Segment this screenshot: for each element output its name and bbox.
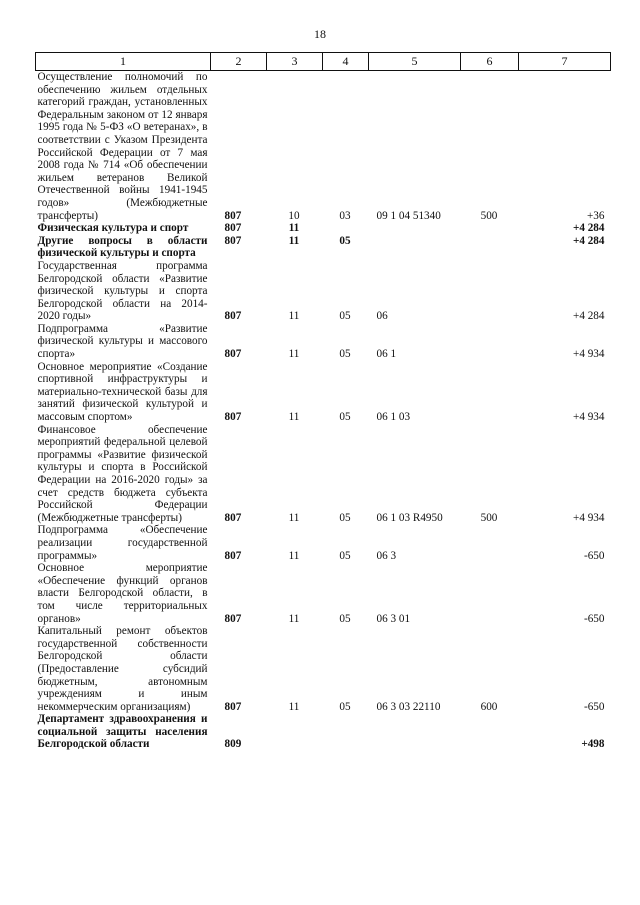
table-row [36, 361, 611, 424]
row-pr: 03 [339, 209, 351, 222]
row-vr [461, 713, 519, 751]
row-sum: +4 284 [573, 310, 605, 323]
row-ved: 809 [224, 738, 242, 751]
row-csr [369, 713, 461, 751]
table-row [36, 260, 611, 323]
row-rz: 11 [288, 234, 300, 247]
row-sum: -650 [583, 700, 605, 713]
row-vr [461, 235, 519, 260]
row-ved: 807 [224, 700, 242, 713]
row-sum: +4 934 [573, 411, 605, 424]
row-pr: 05 [339, 234, 351, 247]
table-row [36, 713, 611, 751]
row-csr: 09 1 04 51340 [376, 209, 441, 222]
row-rz: 10 [288, 209, 300, 222]
row-pr: 05 [339, 511, 351, 524]
row-vr: 500 [480, 209, 498, 222]
row-name: Подпрограмма «Развитие физической культуры и массового спорта» [37, 322, 208, 361]
row-name: Физическая культура и спорт [37, 222, 189, 235]
row-csr: 06 1 [376, 348, 397, 361]
table-row [36, 235, 611, 260]
row-name: Департамент здравоохранения и социальной защиты населения Белгородской области [37, 713, 208, 751]
row-ved: 807 [224, 612, 242, 625]
table-row [36, 524, 611, 562]
row-rz [267, 713, 323, 751]
row-sum: +4 284 [572, 234, 605, 247]
row-name: Основное мероприятие «Обеспечение функций органов власти Белгородской области, в том числе территориальных органов» [37, 562, 208, 625]
row-pr [323, 222, 369, 235]
row-vr [461, 361, 519, 424]
row-ved: 807 [224, 348, 242, 361]
column-header: 4 [323, 53, 369, 71]
table-row [36, 625, 611, 713]
row-ved: 807 [224, 411, 242, 424]
column-header: 1 [36, 53, 211, 71]
row-sum: -650 [583, 549, 605, 562]
budget-table [35, 52, 611, 751]
row-pr [323, 713, 369, 751]
row-vr [461, 222, 519, 235]
page-number: 18 [314, 27, 326, 41]
column-header: 7 [519, 53, 611, 71]
table-row [36, 323, 611, 361]
column-header: 5 [369, 53, 461, 71]
row-sum: +4 284 [572, 222, 605, 235]
column-header: 6 [461, 53, 519, 71]
row-ved: 807 [224, 310, 242, 323]
row-csr: 06 [376, 310, 388, 323]
row-rz: 11 [288, 222, 300, 235]
row-pr: 05 [339, 348, 351, 361]
row-name: Основное мероприятие «Создание спортивной инфраструктуры и материально-технической базы для занятий физической культурой и массовым спортом» [37, 360, 208, 424]
row-rz: 11 [288, 348, 300, 361]
row-rz: 11 [288, 700, 300, 713]
row-rz: 11 [288, 511, 300, 524]
row-pr: 05 [339, 612, 351, 625]
row-csr [369, 235, 461, 260]
row-sum: +498 [581, 738, 605, 751]
row-pr: 05 [339, 700, 351, 713]
row-ved: 807 [224, 222, 242, 235]
row-sum: +4 934 [573, 348, 605, 361]
row-pr: 05 [339, 411, 351, 424]
row-name: Другие вопросы в области физической культуры и спорта [37, 234, 208, 260]
row-name: Капитальный ремонт объектов государственной собственности Белгородской области (Предоставление субсидий бюджетным, автономным учреждениям и иным некоммерческим организациям) [37, 625, 208, 713]
row-csr: 06 3 [376, 549, 397, 562]
column-header: 2 [211, 53, 267, 71]
row-rz: 11 [288, 411, 300, 424]
row-rz: 11 [288, 549, 300, 562]
row-csr [369, 222, 461, 235]
row-vr [461, 562, 519, 625]
row-pr: 05 [339, 310, 351, 323]
table-header-row [36, 53, 611, 71]
row-ved: 807 [224, 209, 242, 222]
row-vr: 500 [480, 511, 498, 524]
row-csr: 06 1 03 [376, 411, 411, 424]
row-pr: 05 [339, 549, 351, 562]
row-csr: 06 3 01 [376, 612, 411, 625]
row-vr: 600 [480, 700, 498, 713]
row-name: Подпрограмма «Обеспечение реализации государственной программы» [37, 524, 208, 562]
row-name: Осуществление полномочий по обеспечению жильем отдельных категорий граждан, установленных Федеральным законом от 12 января 1995 года № 5-ФЗ «О ветеранах», в соответствии с Указом Президента Российской Федерации от 7 мая 2008 года № 714 «Об обеспечении жильем ветеранов Великой Отечественной войны 1941-1945 годов» (Межбюджетные трансферты) [37, 71, 208, 222]
table-row [36, 562, 611, 625]
row-vr [461, 323, 519, 361]
row-name: Государственная программа Белгородской области «Развитие физической культуры и спорта Белгородской области на 2014-2020 годы» [37, 259, 208, 323]
table-row [36, 424, 611, 525]
row-csr: 06 3 03 22110 [376, 700, 441, 713]
table-row [36, 222, 611, 235]
row-vr [461, 260, 519, 323]
row-sum: +36 [587, 209, 605, 222]
row-rz: 11 [288, 310, 300, 323]
row-csr: 06 1 03 R4950 [376, 511, 443, 524]
row-sum: +4 934 [573, 511, 605, 524]
table-row [36, 71, 611, 223]
row-ved: 807 [224, 234, 242, 247]
row-rz: 11 [288, 612, 300, 625]
row-ved: 807 [224, 511, 242, 524]
column-header: 3 [267, 53, 323, 71]
row-name: Финансовое обеспечение мероприятий федеральной целевой программы «Развитие физической культуры и спорта в Российской Федерации на 2016-2020 годы» за счет средств бюджета субъекта Российской Федерации (Межбюджетные трансферты) [37, 423, 208, 524]
row-sum: -650 [583, 612, 605, 625]
row-ved: 807 [224, 549, 242, 562]
row-vr [461, 524, 519, 562]
